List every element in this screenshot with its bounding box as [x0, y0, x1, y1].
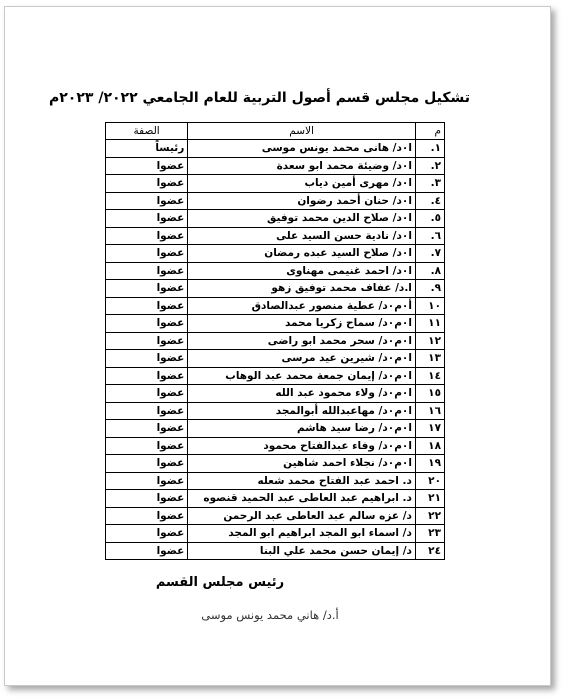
member-name: د. ابراهيم عبد العاطى عبد الحميد قنصوه	[188, 490, 416, 508]
member-role: عضوا	[106, 332, 188, 350]
member-name: ا٠د/ حنان أحمد رضوان	[188, 192, 416, 210]
member-name: ا٠م٠د/ مهاعبدالله أبوالمجد	[188, 402, 416, 420]
row-number: ١٨	[415, 437, 444, 455]
table-row	[106, 507, 445, 525]
row-number: ٢٠	[415, 472, 444, 490]
member-role: عضوا	[106, 472, 188, 490]
member-name: ا٠م٠د/ ولاء محمود عبد الله	[188, 385, 416, 403]
member-role: عضوا	[106, 210, 188, 228]
table-row	[106, 227, 445, 245]
header-number: م	[415, 123, 444, 140]
member-name: د. احمد عبد الفتاح محمد شعله	[188, 472, 416, 490]
row-number: ١٢	[415, 332, 444, 350]
member-role: عضوا	[106, 525, 188, 543]
header-role: الصفة	[106, 123, 188, 140]
row-number: ١٥	[415, 385, 444, 403]
row-number: ١٤	[415, 367, 444, 385]
table-row	[106, 280, 445, 298]
member-role: عضوا	[106, 227, 188, 245]
row-number: ١٣	[415, 350, 444, 368]
member-role: عضوا	[106, 402, 188, 420]
member-name: ا٠د/ صلاح السيد عبده رمضان	[188, 245, 416, 263]
table-row	[106, 402, 445, 420]
signature-name: أ.د/ هاني محمد يونس موسى	[201, 608, 339, 622]
table-row	[106, 542, 445, 560]
table-row	[106, 297, 445, 315]
member-name: د/ إيمان حسن محمد علي البنا	[188, 542, 416, 560]
member-role: عضوا	[106, 280, 188, 298]
member-name: ا٠م٠د/ شيرين عيد مرسى	[188, 350, 416, 368]
table-body	[106, 140, 445, 560]
table-row	[106, 175, 445, 193]
table-row	[106, 455, 445, 473]
table-row	[106, 472, 445, 490]
member-role: عضوا	[106, 455, 188, 473]
member-role: عضوا	[106, 297, 188, 315]
table-row	[106, 245, 445, 263]
member-role: عضوا	[106, 507, 188, 525]
member-role: عضوا	[106, 175, 188, 193]
member-role: عضوا	[106, 385, 188, 403]
member-role: عضوا	[106, 315, 188, 333]
member-role: عضوا	[106, 367, 188, 385]
table-row	[106, 262, 445, 280]
member-role: عضوا	[106, 350, 188, 368]
table-row	[106, 332, 445, 350]
member-role: عضوا	[106, 490, 188, 508]
member-role: عضوا	[106, 157, 188, 175]
row-number: ١٠	[415, 297, 444, 315]
table-row	[106, 490, 445, 508]
table-row	[106, 525, 445, 543]
header-name: الاسم	[188, 123, 416, 140]
table-row	[106, 210, 445, 228]
member-name: ا٠م٠د/ إيمان جمعة محمد عبد الوهاب	[188, 367, 416, 385]
row-number: ٩.	[415, 280, 444, 298]
row-number: ٨.	[415, 262, 444, 280]
row-number: ٢٢	[415, 507, 444, 525]
row-number: ١.	[415, 140, 444, 158]
row-number: ١٦	[415, 402, 444, 420]
row-number: ٢١	[415, 490, 444, 508]
table-row	[106, 140, 445, 158]
member-role: عضوا	[106, 420, 188, 438]
table-row	[106, 192, 445, 210]
member-name: ا٠م٠د/ سماح زكريا محمد	[188, 315, 416, 333]
row-number: ٢.	[415, 157, 444, 175]
row-number: ٤.	[415, 192, 444, 210]
member-name: أ٠م٠د/ عطية منصور عبدالصادق	[188, 297, 416, 315]
table-header-row	[106, 123, 445, 140]
table-row	[106, 385, 445, 403]
member-name: ا٠م٠د/ نجلاء احمد شاهين	[188, 455, 416, 473]
member-name: ا.د/ عفاف محمد توفيق زهو	[188, 280, 416, 298]
row-number: ٣.	[415, 175, 444, 193]
row-number: ٢٤	[415, 542, 444, 560]
member-role: رئيساً	[106, 140, 188, 158]
member-name: ا٠د/ نادية حسن السيد على	[188, 227, 416, 245]
table-row	[106, 157, 445, 175]
row-number: ٦.	[415, 227, 444, 245]
member-name: ا٠د/ هانى محمد يونس موسى	[188, 140, 416, 158]
member-name: د/ اسماء ابو المجد ابراهيم ابو المجد	[188, 525, 416, 543]
table-row	[106, 350, 445, 368]
table-row	[106, 420, 445, 438]
member-role: عضوا	[106, 437, 188, 455]
member-name: ا٠د/ احمد غنيمى مهناوى	[188, 262, 416, 280]
member-role: عضوا	[106, 542, 188, 560]
member-role: عضوا	[106, 192, 188, 210]
table-row	[106, 367, 445, 385]
member-name: ا٠م٠د/ وفاء عبدالفتاح محمود	[188, 437, 416, 455]
member-name: ا٠م٠د/ سحر محمد ابو راضى	[188, 332, 416, 350]
member-name: ا٠د/ وضيئة محمد ابو سعدة	[188, 157, 416, 175]
table-row	[106, 437, 445, 455]
signature-title: رئيس مجلس القسم	[155, 575, 285, 590]
row-number: ٢٣	[415, 525, 444, 543]
members-table	[105, 122, 445, 560]
document-title: تشكيل مجلس قسم أصول التربية للعام الجامعي ٢٠٢٢/ ٢٠٢٣م	[49, 90, 470, 106]
member-name: ا٠م٠د/ رضا سيد هاشم	[188, 420, 416, 438]
member-role: عضوا	[106, 245, 188, 263]
member-role: عضوا	[106, 262, 188, 280]
row-number: ٥.	[415, 210, 444, 228]
row-number: ١١	[415, 315, 444, 333]
member-name: ا٠د/ مهرى أمين دياب	[188, 175, 416, 193]
member-name: د/ عزه سالم عبد العاطى عبد الرحمن	[188, 507, 416, 525]
table-row	[106, 315, 445, 333]
row-number: ١٩	[415, 455, 444, 473]
member-name: ا٠د/ صلاح الدين محمد توفيق	[188, 210, 416, 228]
row-number: ١٧	[415, 420, 444, 438]
row-number: ٧.	[415, 245, 444, 263]
